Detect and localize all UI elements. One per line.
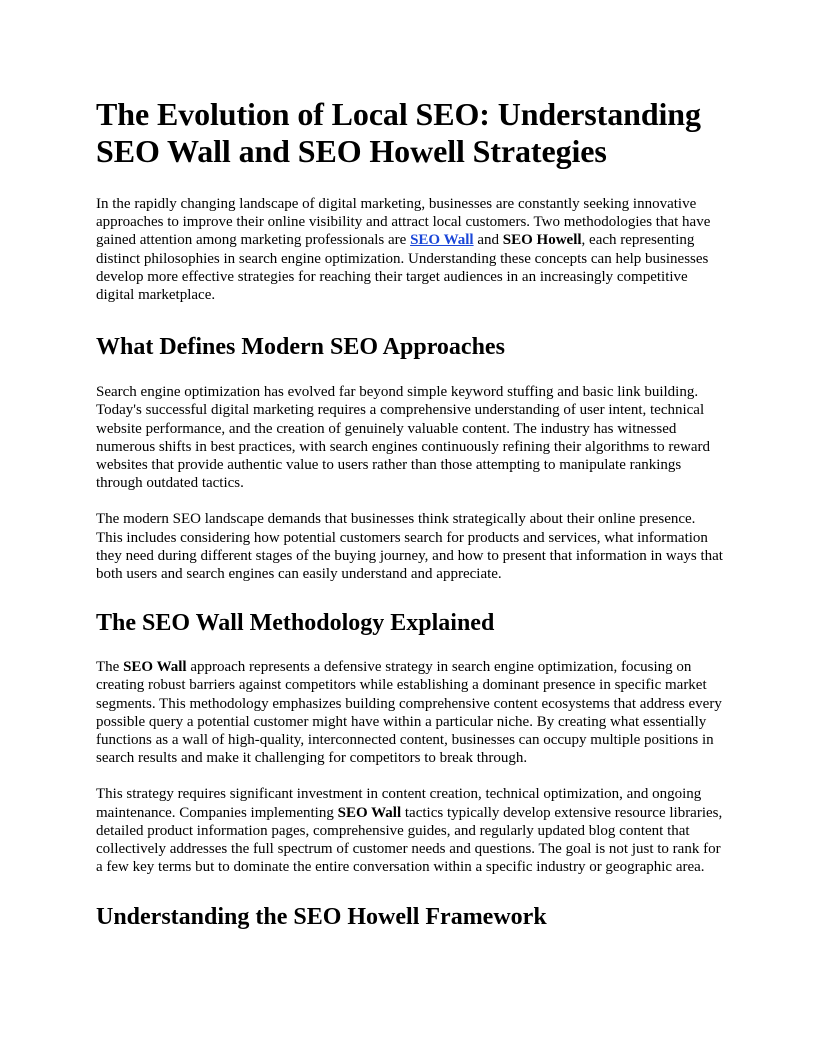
page-title: The Evolution of Local SEO: Understanding SEO Wall and SEO Howell Strategies (96, 96, 701, 169)
seo-wall-link[interactable]: SEO Wall (410, 232, 474, 249)
wall-paragraph-2 (96, 785, 724, 876)
intro-text-1: In the rapidly changing landscape of digital marketing, businesses are constantly seeking innovative approaches to improve their online visibility and attract local customers. Two methodologies that have gained attention among marketing professionals are (96, 196, 711, 249)
intro-text-2: and (473, 232, 503, 249)
intro-text-3: , each representing distinct philosophies in search engine optimization. Understanding these concepts can help businesses develop more effective strategies for reaching their target audiences in an increasingly competitive digital marketplace. (96, 232, 709, 304)
defines-paragraph-2: The modern SEO landscape demands that businesses think strategically about their online presence. This includes considering how potential customers search for products and services, what information they need during different stages of the buying journey, and how to present that information in ways that both users and search engines can easily understand and appreciate. (96, 511, 723, 583)
wall-p2-text-2: tactics typically develop extensive resource libraries, detailed product information pages, comprehensive guides, and regularly updated blog content that collectively addresses the full spectrum of customer needs and questions. The goal is not just to rank for a few key terms but to dominate the entire conversation within a specific industry or geographic area. (96, 804, 723, 876)
wall-p1-text-1: The (96, 659, 124, 676)
wall-p2-text-1: This strategy requires significant investment in content creation, technical optimization, and ongoing maintenance. Companies implementing (96, 786, 702, 821)
section-heading-defines: What Defines Modern SEO Approaches (96, 334, 505, 361)
section-heading-howell: Understanding the SEO Howell Framework (96, 904, 547, 931)
wall-p2-bold: SEO Wall (337, 804, 402, 821)
wall-paragraph-1 (96, 658, 724, 767)
wall-p1-text-2: approach represents a defensive strategy in search engine optimization, focusing on creating robust barriers against competitors while establishing a dominant presence in specific market segments. This methodology emphasizes building comprehensive content ecosystems that address every possible query a potential customer might have within a particular niche. By creating what essentially functions as a wall of high-quality, interconnected content, businesses can occupy multiple positions in search results and make it challenging for competitors to break through. (96, 659, 722, 767)
section-heading-wall: The SEO Wall Methodology Explained (96, 610, 495, 637)
intro-paragraph (96, 195, 724, 304)
seo-howell-bold: SEO Howell (502, 232, 582, 249)
wall-p1-bold: SEO Wall (123, 659, 187, 676)
defines-paragraph-1: Search engine optimization has evolved far beyond simple keyword stuffing and basic link building. Today's successful digital marketing requires a comprehensive understanding of user intent, technical website performance, and the creation of genuinely valuable content. The industry has witnessed numerous shifts in best practices, with search engines continuously refining their algorithms to reward websites that provide authentic value to users rather than those attempting to manipulate rankings through outdated tactics. (96, 384, 711, 492)
document-page (96, 96, 724, 931)
